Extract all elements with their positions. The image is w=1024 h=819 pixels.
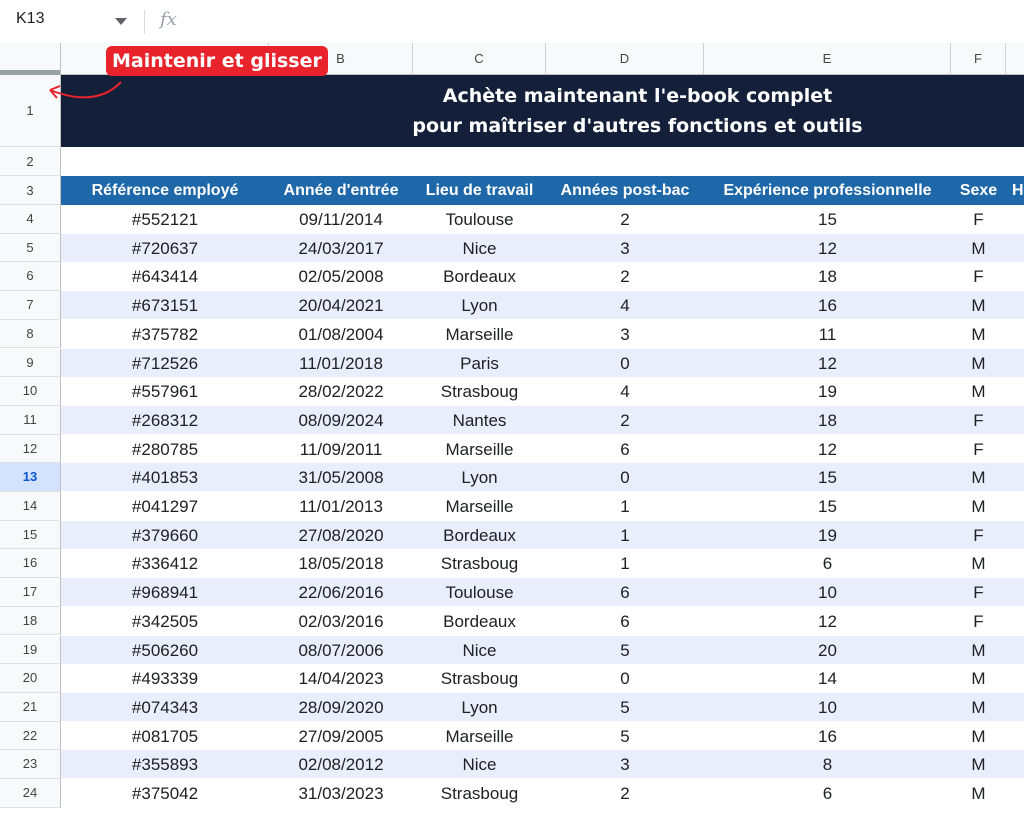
cell-reference[interactable]: #673151: [131, 296, 199, 316]
table-row: [61, 406, 1024, 434]
dropdown-arrow-icon[interactable]: [115, 18, 127, 25]
cell-annee-entree[interactable]: 27/09/2005: [298, 726, 384, 746]
cell-experience[interactable]: 12: [818, 439, 837, 459]
table-row: [61, 664, 1024, 692]
cell-annees-post-bac[interactable]: 1: [620, 554, 630, 574]
cell-reference[interactable]: #375782: [131, 324, 199, 344]
cell-annees-post-bac[interactable]: 2: [620, 410, 630, 430]
annotation-label: Maintenir et glisser: [106, 46, 328, 76]
table-row: [61, 578, 1024, 606]
cell-annee-entree[interactable]: 18/05/2018: [298, 554, 384, 574]
fx-icon: fx: [160, 9, 177, 30]
cell-reference[interactable]: #336412: [131, 554, 199, 574]
cell-experience[interactable]: 8: [822, 755, 833, 775]
table-row: [61, 349, 1024, 377]
cell-annee-entree[interactable]: 14/04/2023: [298, 669, 384, 689]
cell-lieu-travail[interactable]: Strasboug: [440, 669, 519, 689]
row-header-5[interactable]: 5: [0, 234, 61, 263]
cell-lieu-travail[interactable]: Marseille: [445, 497, 514, 516]
table-row: [61, 320, 1024, 348]
cell-reference[interactable]: #552121: [131, 210, 199, 229]
cell-sexe[interactable]: M: [971, 296, 986, 316]
table-row: [61, 463, 1024, 491]
row-header-15[interactable]: 15: [0, 521, 61, 550]
row-header-24[interactable]: 24: [0, 779, 61, 808]
table-row: [61, 750, 1024, 778]
row-header-16[interactable]: 16: [0, 549, 61, 578]
header-experience[interactable]: Expérience professionnelle: [723, 182, 932, 199]
row-header-19[interactable]: 19: [0, 636, 61, 665]
cell-sexe[interactable]: M: [971, 382, 986, 402]
cell-annees-post-bac[interactable]: 1: [620, 525, 630, 545]
cell-annee-entree[interactable]: 01/08/2004: [298, 324, 384, 344]
table-row: [61, 779, 1024, 807]
cell-annees-post-bac[interactable]: 0: [620, 468, 630, 488]
table-header: [61, 176, 1024, 205]
cell-annees-post-bac[interactable]: 3: [620, 324, 630, 344]
cell-experience[interactable]: 15: [818, 210, 837, 229]
header-reference[interactable]: Référence employé: [91, 182, 239, 199]
cell-sexe[interactable]: F: [973, 267, 984, 287]
cell-annee-entree[interactable]: 02/03/2016: [298, 611, 384, 631]
cell-annees-post-bac[interactable]: 4: [620, 382, 630, 402]
column-header-e[interactable]: E: [704, 43, 951, 74]
cell-annees-post-bac[interactable]: 3: [620, 755, 630, 775]
column-header-d[interactable]: D: [546, 43, 704, 74]
row-header-17[interactable]: 17: [0, 578, 61, 607]
cell-lieu-travail[interactable]: Toulouse: [445, 583, 514, 603]
cell-annee-entree[interactable]: 28/09/2020: [298, 697, 384, 717]
cell-lieu-travail[interactable]: Bordeaux: [443, 525, 516, 545]
cell-annees-post-bac[interactable]: 0: [620, 669, 630, 689]
cell-reference[interactable]: #506260: [131, 640, 199, 660]
cell-annees-post-bac[interactable]: 6: [620, 583, 630, 603]
cell-annee-entree[interactable]: 11/01/2018: [299, 353, 383, 373]
row-header-13[interactable]: 13: [0, 463, 61, 492]
cell-annees-post-bac[interactable]: 1: [620, 497, 630, 516]
cell-sexe[interactable]: M: [971, 468, 986, 488]
cell-reference[interactable]: #557961: [131, 382, 199, 402]
promo-banner: [61, 75, 1024, 147]
row-header-14[interactable]: 14: [0, 492, 61, 521]
table-row: [61, 435, 1024, 463]
cell-experience[interactable]: 16: [818, 296, 837, 316]
cell-experience[interactable]: 6: [822, 784, 833, 803]
row-header-2[interactable]: 2: [0, 147, 61, 176]
cell-sexe[interactable]: M: [971, 697, 986, 717]
row-header-18[interactable]: 18: [0, 607, 61, 636]
cell-annee-entree[interactable]: 08/09/2024: [298, 410, 384, 430]
cell-annee-entree[interactable]: 22/06/2016: [298, 583, 384, 603]
cell-sexe[interactable]: M: [971, 784, 986, 803]
cell-annee-entree[interactable]: 31/05/2008: [298, 468, 384, 488]
name-box[interactable]: K13: [16, 10, 45, 27]
cell-sexe[interactable]: F: [973, 210, 984, 229]
header-h[interactable]: H: [1012, 182, 1024, 199]
row-header-4[interactable]: 4: [0, 205, 61, 234]
cell-experience[interactable]: 15: [818, 497, 837, 516]
table-row: [61, 377, 1024, 405]
row-header-3[interactable]: 3: [0, 176, 61, 205]
cell-annee-entree[interactable]: 02/05/2008: [298, 267, 384, 287]
cell-experience[interactable]: 19: [818, 525, 837, 545]
cell-annees-post-bac[interactable]: 6: [620, 439, 630, 459]
cell-lieu-travail[interactable]: Marseille: [445, 324, 514, 344]
cell-experience[interactable]: 18: [818, 410, 837, 430]
cell-sexe[interactable]: F: [973, 583, 984, 603]
cell-lieu-travail[interactable]: Lyon: [461, 468, 498, 488]
cell-reference[interactable]: #968941: [131, 583, 199, 603]
cell-lieu-travail[interactable]: Paris: [460, 353, 499, 373]
cell-annees-post-bac[interactable]: 5: [620, 640, 630, 660]
cell-sexe[interactable]: M: [971, 755, 986, 775]
cell-sexe[interactable]: M: [971, 669, 986, 689]
cell-experience[interactable]: 11: [818, 324, 837, 344]
cell-reference[interactable]: #355893: [131, 755, 199, 775]
cell-annees-post-bac[interactable]: 0: [620, 353, 630, 373]
cell-annee-entree[interactable]: 28/02/2022: [298, 382, 384, 402]
row-header-9[interactable]: 9: [0, 349, 61, 378]
table-row: [61, 205, 1024, 233]
table-row: [61, 262, 1024, 290]
cell-reference[interactable]: #280785: [131, 439, 199, 459]
header-lieu-travail[interactable]: Lieu de travail: [425, 182, 534, 199]
cell-annee-entree[interactable]: 20/04/2021: [298, 296, 384, 316]
row-header-23[interactable]: 23: [0, 750, 61, 779]
table-row: [61, 693, 1024, 721]
cell-reference[interactable]: #074343: [131, 697, 199, 717]
table-row: [61, 492, 1024, 520]
cell-sexe[interactable]: F: [973, 439, 984, 459]
table-row: [61, 234, 1024, 262]
column-header-b[interactable]: B: [269, 43, 413, 74]
cell-lieu-travail[interactable]: Lyon: [461, 697, 498, 717]
cell-annee-entree[interactable]: 09/11/2014: [299, 210, 383, 229]
table-row: [61, 722, 1024, 750]
table-row: [61, 636, 1024, 664]
cell-annees-post-bac[interactable]: 5: [620, 726, 630, 746]
row-header-12[interactable]: 12: [0, 435, 61, 464]
cell-experience[interactable]: 16: [818, 726, 837, 746]
banner-line-1: Achète maintenant l'e-book complet: [442, 85, 833, 107]
row-header-20[interactable]: 20: [0, 664, 61, 693]
cell-lieu-travail[interactable]: Nice: [462, 238, 497, 258]
cell-annee-entree[interactable]: 11/09/2011: [299, 439, 383, 459]
cell-lieu-travail[interactable]: Nantes: [452, 410, 507, 430]
table-row: [61, 291, 1024, 319]
cell-experience[interactable]: 19: [818, 382, 837, 402]
row-header-6[interactable]: 6: [0, 262, 61, 291]
header-annee-entree[interactable]: Année d'entrée: [283, 182, 399, 199]
banner-line-2: pour maîtriser d'autres fonctions et outils: [412, 115, 863, 137]
table-row: [61, 549, 1024, 577]
cell-reference[interactable]: #041297: [131, 497, 199, 516]
cell-annee-entree[interactable]: 02/08/2012: [298, 755, 384, 775]
cell-annees-post-bac[interactable]: 3: [620, 238, 630, 258]
cell-sexe[interactable]: M: [971, 238, 986, 258]
cell-annees-post-bac[interactable]: 2: [620, 267, 630, 287]
cell-reference[interactable]: #712526: [131, 353, 199, 373]
cell-experience[interactable]: 18: [818, 267, 837, 287]
cell-annee-entree[interactable]: 27/08/2020: [298, 525, 384, 545]
cell-experience[interactable]: 10: [818, 583, 837, 603]
cell-sexe[interactable]: M: [971, 497, 986, 516]
cell-lieu-travail[interactable]: Strasboug: [440, 784, 519, 803]
cell-lieu-travail[interactable]: Strasboug: [440, 554, 519, 574]
header-annees-post-bac[interactable]: Années post-bac: [560, 182, 690, 199]
row-header-7[interactable]: 7: [0, 291, 61, 320]
column-header-c[interactable]: C: [413, 43, 546, 74]
row-header-22[interactable]: 22: [0, 722, 61, 751]
cell-reference[interactable]: #493339: [131, 669, 199, 689]
cell-lieu-travail[interactable]: Nice: [462, 640, 497, 660]
cell-sexe[interactable]: M: [971, 324, 986, 344]
header-sexe[interactable]: Sexe: [959, 182, 998, 199]
cell-experience[interactable]: 12: [818, 611, 837, 631]
cell-lieu-travail[interactable]: Strasboug: [440, 382, 519, 402]
cell-annees-post-bac[interactable]: 5: [620, 697, 630, 717]
cell-experience[interactable]: 6: [822, 554, 833, 574]
cell-experience[interactable]: 14: [818, 669, 837, 689]
row-header-21[interactable]: 21: [0, 693, 61, 722]
cell-reference[interactable]: #720637: [131, 238, 199, 258]
cell-sexe[interactable]: M: [971, 353, 986, 373]
cell-experience[interactable]: 12: [818, 353, 837, 373]
cell-sexe[interactable]: M: [971, 726, 986, 746]
formula-bar: [0, 0, 1024, 44]
cell-lieu-travail[interactable]: Lyon: [461, 296, 498, 316]
table-row: [61, 521, 1024, 549]
cell-annee-entree[interactable]: 11/01/2013: [299, 497, 383, 516]
column-header-f[interactable]: F: [951, 43, 1006, 74]
cell-annees-post-bac[interactable]: 2: [620, 784, 630, 803]
cell-sexe[interactable]: M: [971, 640, 986, 660]
cell-lieu-travail[interactable]: Nice: [462, 755, 497, 775]
cell-annees-post-bac[interactable]: 6: [620, 611, 630, 631]
cell-lieu-travail[interactable]: Toulouse: [445, 210, 514, 229]
cell-annee-entree[interactable]: 24/03/2017: [298, 238, 384, 258]
cell-experience[interactable]: 15: [818, 468, 837, 488]
cell-sexe[interactable]: F: [973, 525, 984, 545]
cell-lieu-travail[interactable]: Marseille: [445, 439, 514, 459]
cell-annees-post-bac[interactable]: 2: [620, 210, 630, 229]
cell-lieu-travail[interactable]: Bordeaux: [443, 611, 516, 631]
cell-sexe[interactable]: F: [973, 410, 984, 430]
cell-experience[interactable]: 10: [818, 697, 837, 717]
cell-lieu-travail[interactable]: Bordeaux: [443, 267, 516, 287]
cell-reference[interactable]: #643414: [131, 267, 199, 287]
cell-sexe[interactable]: M: [971, 554, 986, 574]
cell-reference[interactable]: #081705: [131, 726, 199, 746]
row-header-10[interactable]: 10: [0, 377, 61, 406]
cell-annees-post-bac[interactable]: 4: [620, 296, 630, 316]
cell-reference[interactable]: #379660: [131, 525, 199, 545]
row-header-11[interactable]: 11: [0, 406, 61, 435]
cell-experience[interactable]: 12: [818, 238, 837, 258]
cell-sexe[interactable]: F: [973, 611, 984, 631]
cell-reference[interactable]: #342505: [131, 611, 199, 631]
table-row: [61, 607, 1024, 635]
cell-reference[interactable]: #268312: [131, 410, 199, 430]
row-header-1[interactable]: 1: [0, 75, 61, 147]
curved-arrow-icon: [36, 70, 126, 110]
divider: [144, 10, 145, 34]
cell-reference[interactable]: #375042: [131, 784, 199, 803]
row-header-8[interactable]: 8: [0, 320, 61, 349]
cell-experience[interactable]: 20: [818, 640, 837, 660]
cell-reference[interactable]: #401853: [131, 468, 199, 488]
cell-annee-entree[interactable]: 08/07/2006: [298, 640, 384, 660]
cell-lieu-travail[interactable]: Marseille: [445, 726, 514, 746]
cell-annee-entree[interactable]: 31/03/2023: [298, 784, 384, 803]
